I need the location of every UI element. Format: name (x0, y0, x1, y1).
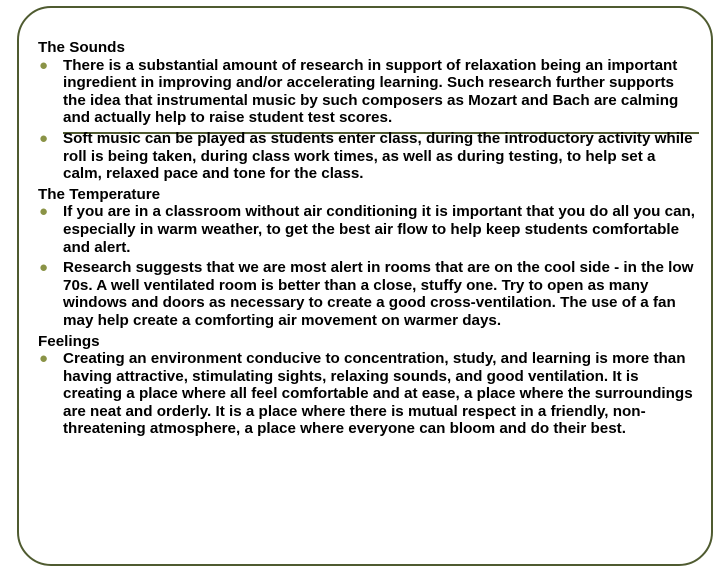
list-item (38, 130, 698, 183)
list-item (38, 259, 698, 329)
list-item-text: There is a substantial amount of research in support of relaxation being an important ingredient in improving and/or accelerating learning. Such research further supports the idea that instrumental music by such composers as Mozart and Bach are calming and actually help to raise student test scores. (63, 56, 679, 127)
list-item (38, 203, 698, 256)
bullet-icon: ● (39, 350, 49, 368)
section-heading-sounds: The Sounds (38, 39, 125, 56)
bullet-icon: ● (39, 259, 49, 277)
list-item (38, 57, 698, 127)
bullet-icon: ● (39, 56, 49, 74)
slide-content (38, 39, 698, 441)
section-heading-temperature: The Temperature (38, 185, 161, 203)
list-item-text: Soft music can be played as students enter class, during the introductory activity while roll is being taken, during class work times, as well as during testing, to help set a calm, relaxed pace and tone for the class. (63, 129, 693, 183)
list-item-text: Research suggests that we are most alert in rooms that are on the cool side - in the low 70s. A well ventilated room is better than a close, stuffy one. Try to open as many windows and doors as necessary to create a good cross-ventilation. The use of a fan may help create a comforting air movement on warmer days. (63, 259, 694, 329)
section-heading-feelings: Feelings (38, 332, 100, 350)
bullet-icon: ● (39, 129, 49, 147)
list-item-text: Creating an environment conducive to concentration, study, and learning is more than having attractive, stimulating sights, relaxing sounds, and good ventilation. It is creating a place where all feel comfortable and at ease, a place where the surroundings are neat and orderly. It is a place where there is mutual respect in a friendly, non-threatening atmosphere, a place where everyone can bloom and do their best. (63, 350, 693, 438)
list-item-text: If you are in a classroom without air conditioning it is important that you do all you can, especially in warm weather, to get the best air flow to help keep students comfortable and alert. (63, 203, 696, 256)
list-item (38, 350, 698, 438)
bullet-icon: ● (39, 203, 49, 221)
